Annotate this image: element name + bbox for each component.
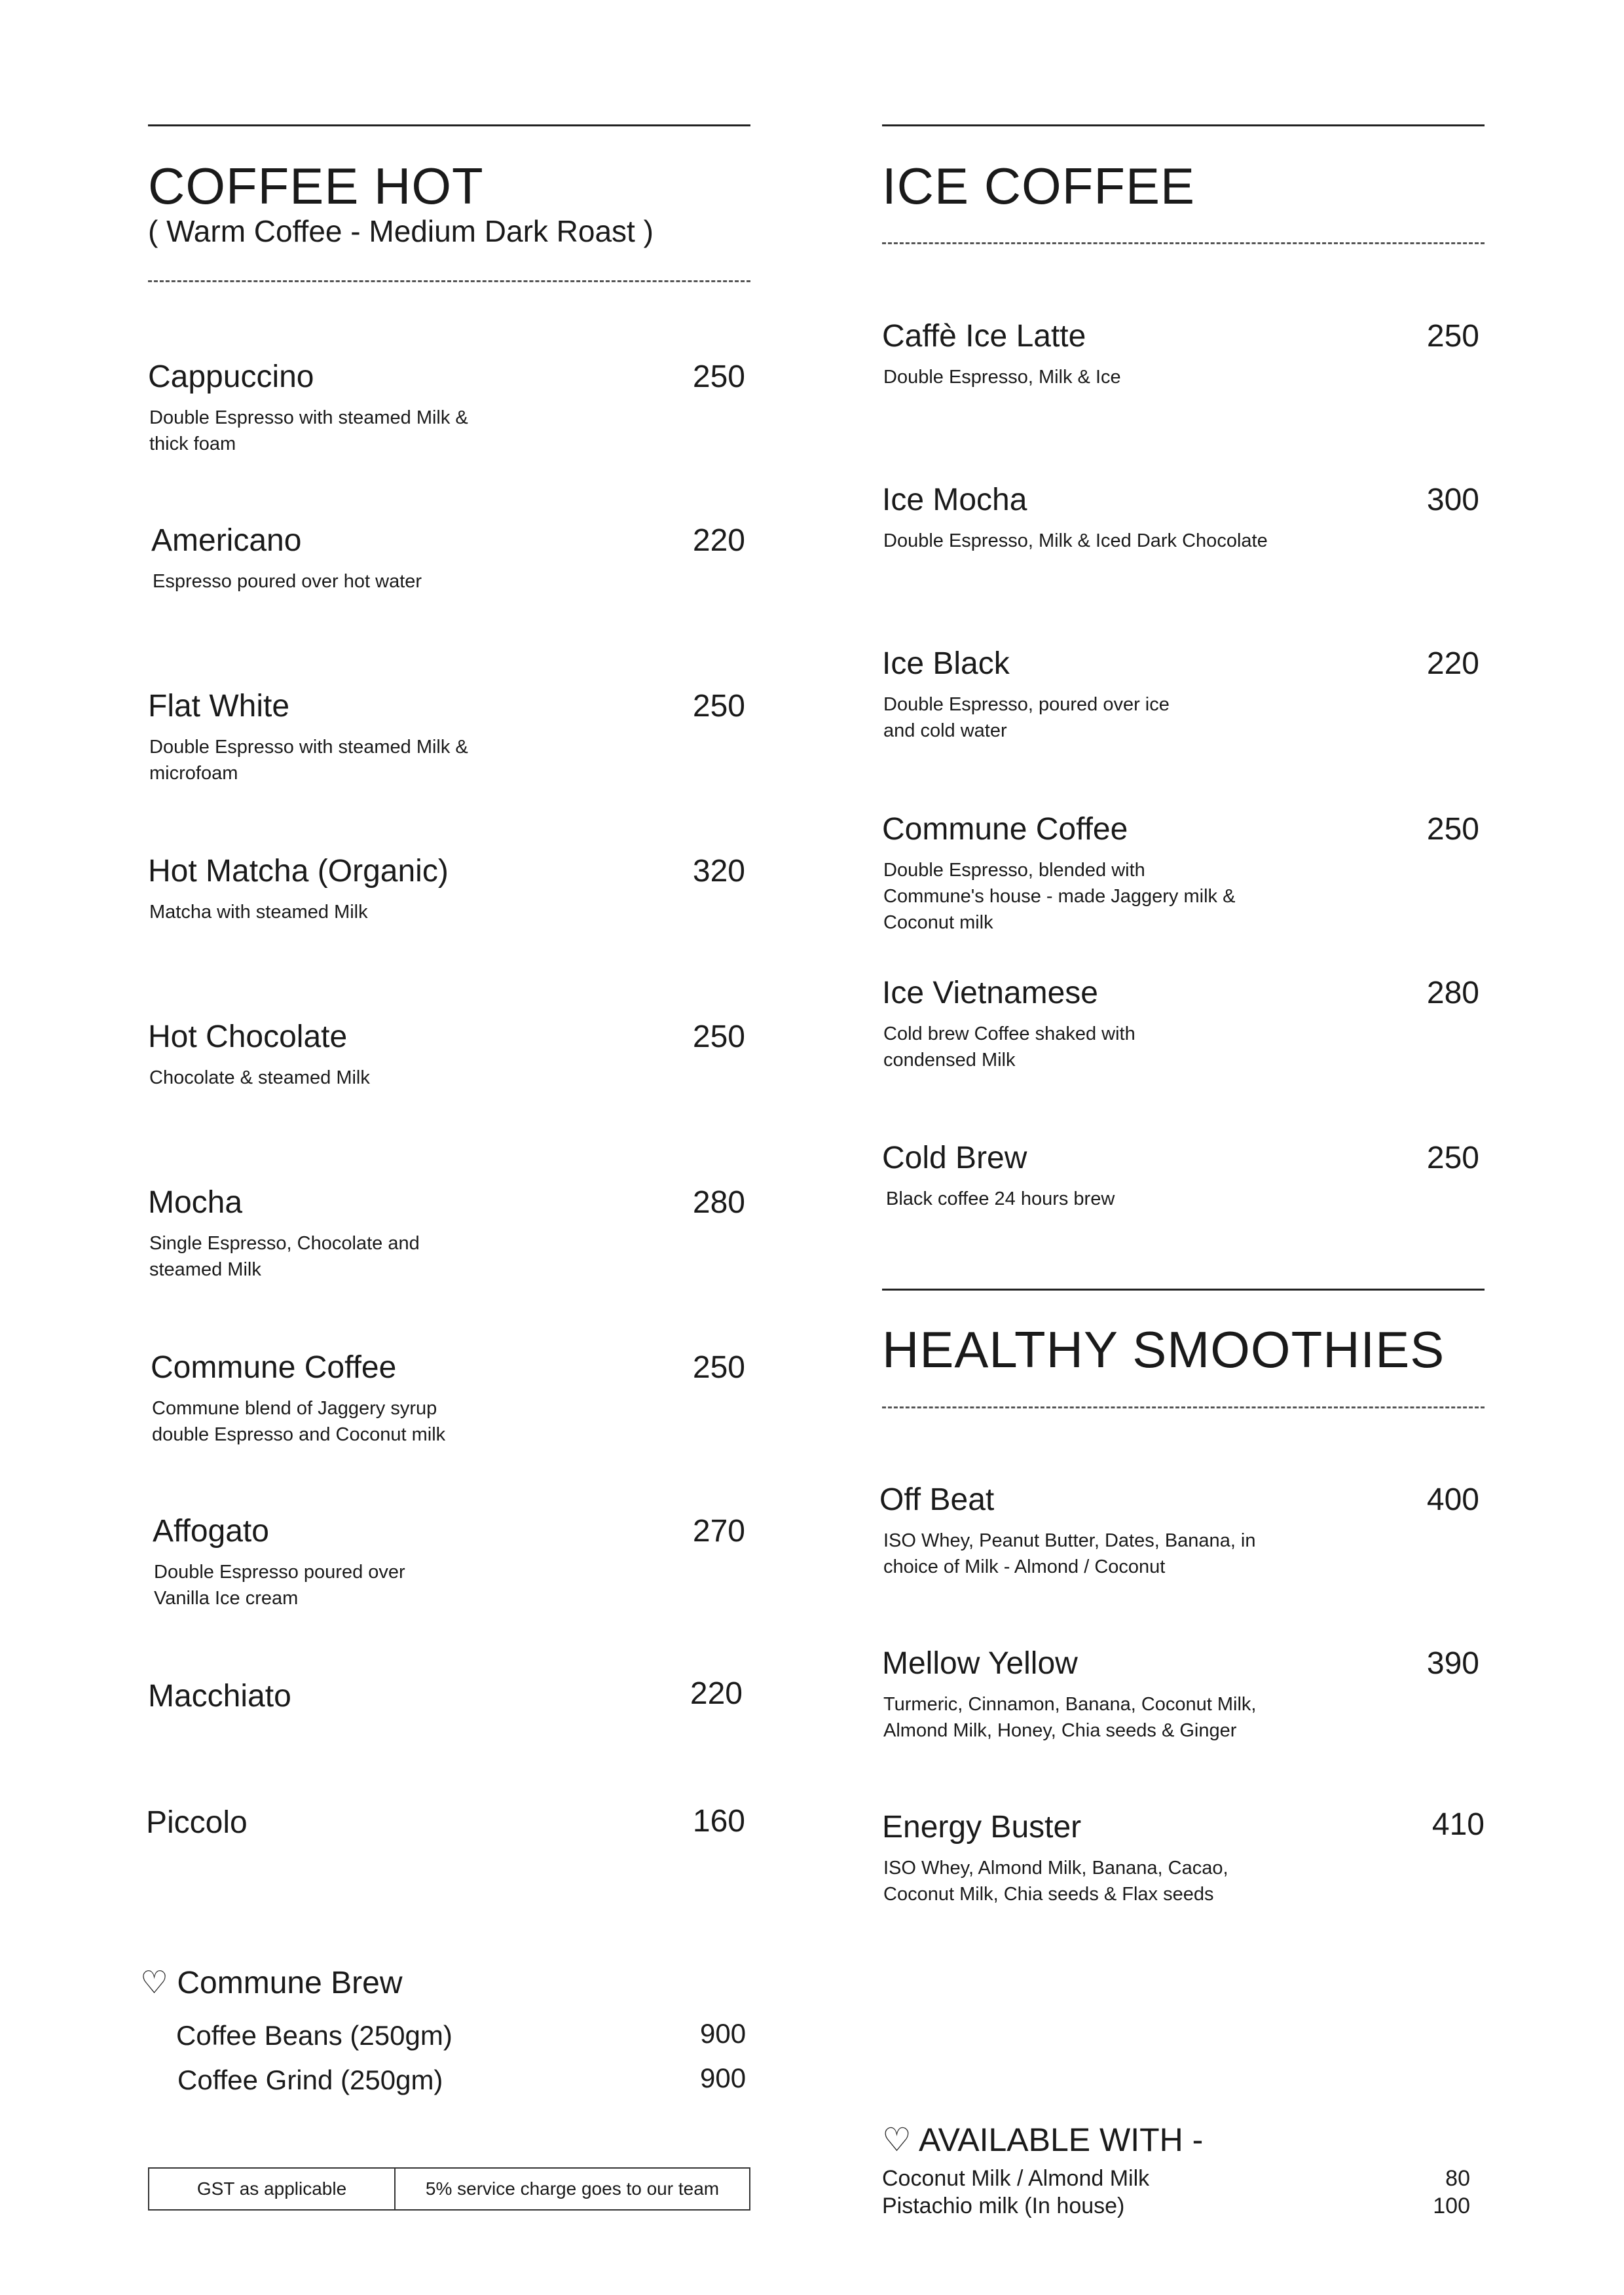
item-price: 250 [692,1019,745,1054]
addon-name: Pistachio milk (In house) [882,2194,1125,2218]
item-description: Double Espresso with steamed Milk & microfoam [149,737,468,784]
item-description: ISO Whey, Almond Milk, Banana, Cacao, Coconut Milk, Chia seeds & Flax seeds [883,1858,1228,1905]
item-description: Matcha with steamed Milk [149,902,368,923]
item-description: Double Espresso with steamed Milk & thick foam [149,407,468,454]
item-name: Ice Mocha [882,483,1027,517]
commune-brew-title: ♡ Commune Brew [140,1966,403,2000]
item-description: Double Espresso, blended with Commune's house - made Jaggery milk & Coconut milk [883,860,1236,933]
item-name: Caffè Ice Latte [882,319,1086,354]
service-charge-note: 5% service charge goes to our team [425,2178,720,2199]
footer-notice-box [148,2167,750,2211]
item-price: 220 [692,523,745,558]
gst-note: GST as applicable [149,2169,396,2209]
brew-row-name: Coffee Grind (250gm) [177,2065,443,2095]
addon-price: 80 [1445,2166,1470,2191]
section-dashed-rule [882,242,1485,244]
coffee-hot-title: COFFEE HOT [148,157,484,215]
item-price: 250 [692,1350,745,1385]
item-name: Cappuccino [148,359,314,394]
item-price: 300 [1426,483,1479,517]
item-price: 250 [1426,812,1479,847]
item-name: Ice Vietnamese [882,976,1098,1010]
item-name: Flat White [148,689,290,724]
section-top-rule [882,124,1485,126]
item-name: Commune Coffee [882,812,1128,847]
coffee-hot-subtitle: ( Warm Coffee - Medium Dark Roast ) [148,214,654,248]
item-description: Chocolate & steamed Milk [149,1067,370,1088]
item-price: 390 [1426,1646,1479,1681]
available-with-row [882,2167,1485,2190]
item-price: 160 [692,1804,745,1839]
item-price: 270 [692,1514,745,1549]
available-with-title: ♡ AVAILABLE WITH - [882,2121,1204,2158]
item-description: Single Espresso, Chocolate and steamed Milk [149,1233,420,1280]
item-price: 220 [1426,646,1479,681]
item-description: Black coffee 24 hours brew [886,1188,1115,1209]
item-name: Off Beat [879,1482,995,1517]
item-name: Affogato [153,1514,269,1549]
item-price: 250 [1426,319,1479,354]
section-top-rule [148,124,750,126]
section-top-rule [882,1289,1485,1291]
item-price: 400 [1426,1482,1479,1517]
item-price: 250 [1426,1141,1479,1175]
item-name: Piccolo [146,1805,248,1840]
brew-row-name: Coffee Beans (250gm) [176,2020,452,2051]
item-price: 410 [1431,1807,1485,1842]
item-price: 280 [1426,976,1479,1010]
section-dashed-rule [148,280,750,282]
item-price: 320 [692,854,745,889]
item-price: 250 [692,689,745,724]
item-description: Commune blend of Jaggery syrup double Espresso and Coconut milk [152,1398,446,1445]
item-name: Hot Matcha (Organic) [148,854,449,889]
item-price: 220 [690,1676,743,1711]
item-description: Turmeric, Cinnamon, Banana, Coconut Milk, Almond Milk, Honey, Chia seeds & Ginger [883,1694,1257,1741]
item-description: Espresso poured over hot water [153,571,422,592]
healthy-smoothies-title: HEALTHY SMOOTHIES [882,1321,1445,1378]
item-description: Cold brew Coffee shaked with condensed Milk [883,1023,1135,1071]
addon-name: Coconut Milk / Almond Milk [882,2166,1150,2191]
item-description: Double Espresso, Milk & Iced Dark Chocolate [883,530,1268,551]
item-price: 280 [692,1185,745,1220]
addon-price: 100 [1433,2194,1470,2218]
item-name: Commune Coffee [151,1350,397,1385]
item-name: Ice Black [882,646,1010,681]
item-description: Double Espresso poured over Vanilla Ice cream [154,1562,405,1609]
brew-row-price: 900 [700,2018,747,2049]
item-name: Mocha [148,1185,243,1220]
ice-coffee-title: ICE COFFEE [882,157,1196,215]
item-name: Energy Buster [882,1810,1082,1845]
brew-row-price: 900 [700,2063,747,2093]
item-description: ISO Whey, Peanut Butter, Dates, Banana, in choice of Milk - Almond / Coconut [883,1530,1256,1577]
item-name: Macchiato [148,1679,291,1714]
item-name: Hot Chocolate [148,1019,348,1054]
item-name: Cold Brew [882,1141,1027,1175]
section-dashed-rule [882,1406,1485,1408]
item-description: Double Espresso, Milk & Ice [883,367,1121,388]
item-name: Americano [151,523,302,558]
item-name: Mellow Yellow [882,1646,1078,1681]
item-price: 250 [692,359,745,394]
item-description: Double Espresso, poured over ice and cold water [883,694,1170,741]
available-with-row [882,2195,1485,2217]
